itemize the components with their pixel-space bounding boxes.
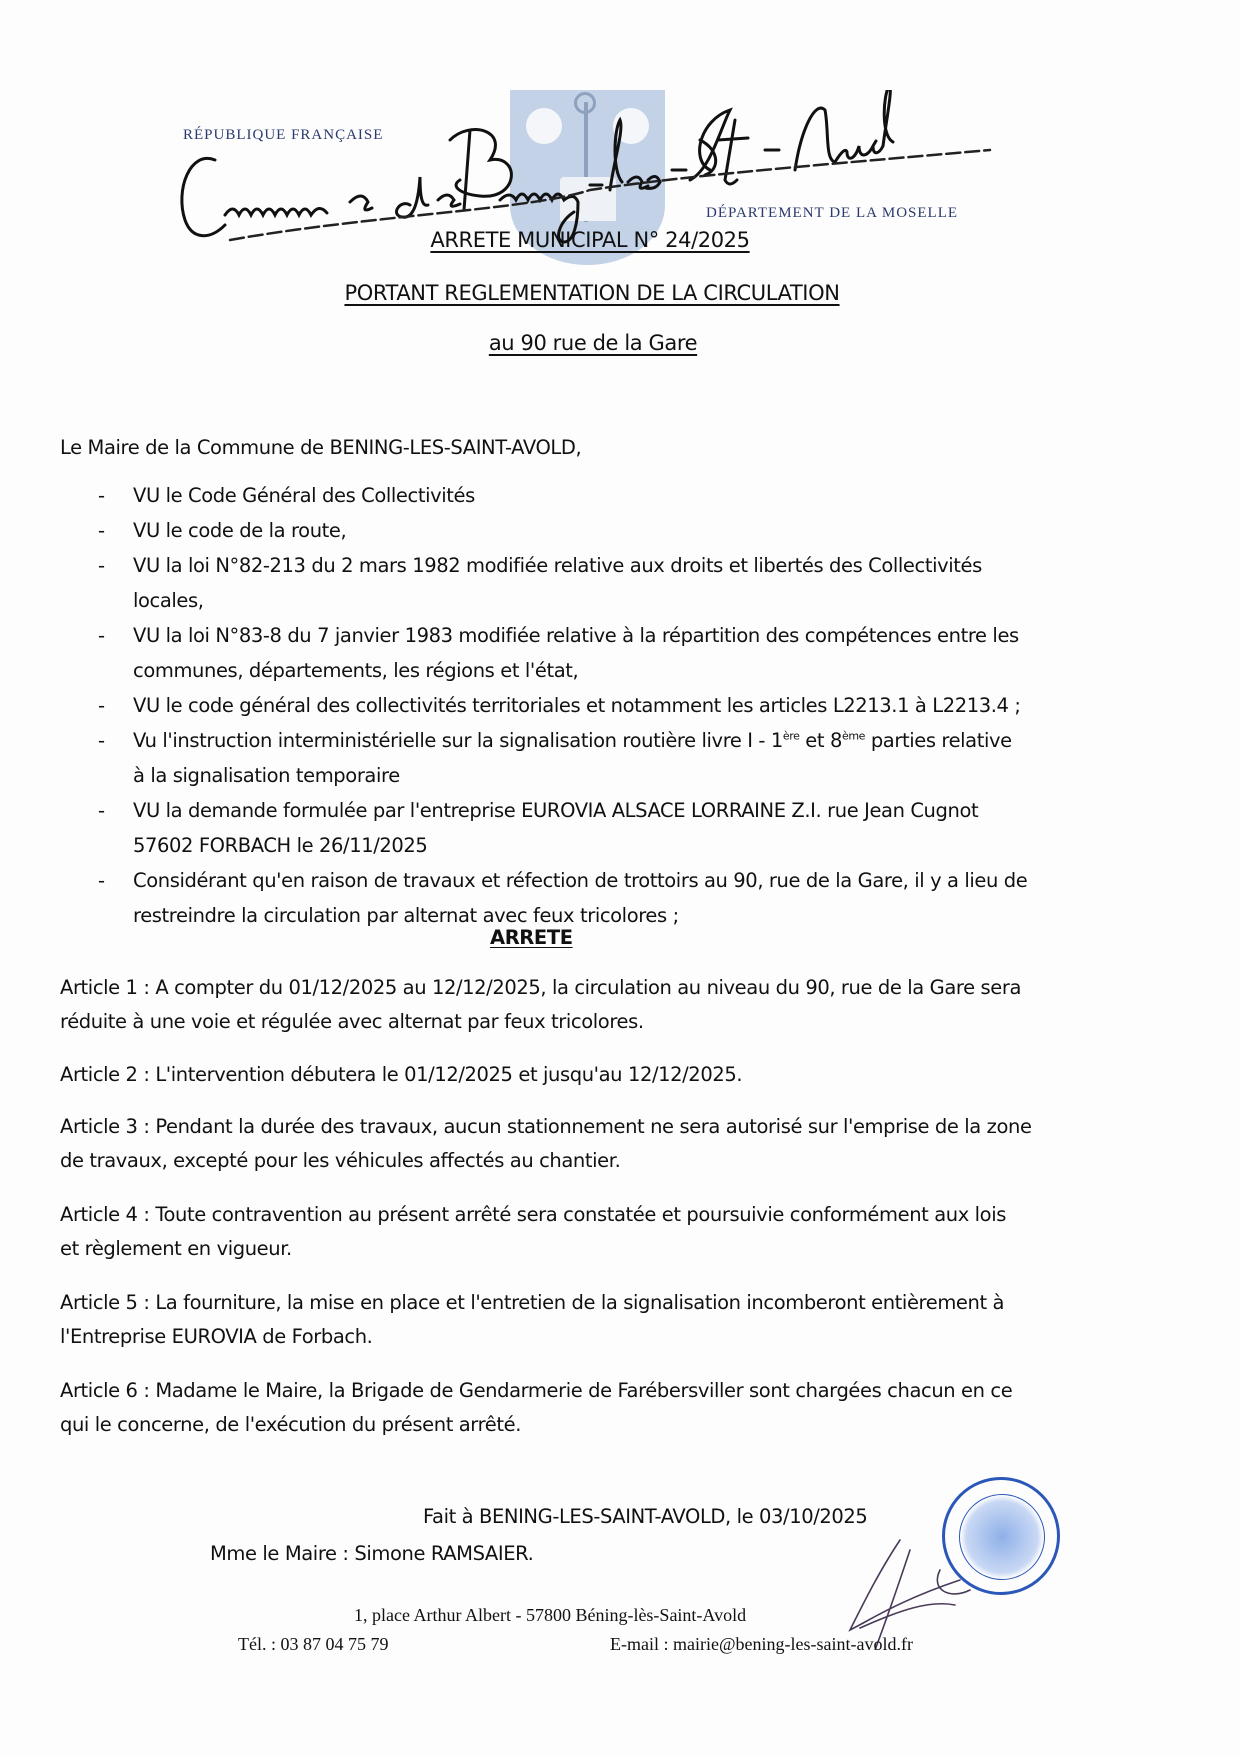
script-les-stroke [610,120,660,190]
script-e-stroke [350,196,372,210]
bullet-dash: - [98,554,105,577]
footer-email[interactable]: E-mail : mairie@bening-les-saint-avold.fr [610,1634,913,1654]
article-line: et règlement en vigueur. [60,1237,292,1260]
bullet-line: Considérant qu'en raison de travaux et réfection de trottoirs au 90, rue de la Gare, il y a lieu de [133,869,1028,892]
script-ommune-stroke [225,208,327,215]
articles-section [60,976,1190,1436]
bullet-dash: - [98,519,105,542]
bullet-text-part: parties relative [865,729,1012,752]
superscript: ère [782,729,800,743]
article-line: Article 2 : L'intervention débutera le 01/12/2025 et jusqu'au 12/12/2025. [60,1063,743,1086]
decision-heading: ARRETE [490,926,573,949]
bullet-line: VU la loi N°82-213 du 2 mars 1982 modifiée relative aux droits et libertés des Collectivités [133,554,982,577]
bullet-dash: - [98,484,105,507]
place-and-date: Fait à BENING-LES-SAINT-AVOLD, le 03/10/2025 [423,1505,868,1528]
bullet-line [133,729,1012,752]
bullet-text-part: Vu l'instruction interministérielle sur la signalisation routière livre I - 1 [133,729,783,752]
signatory-name: Mme le Maire : Simone RAMSAIER. [210,1542,534,1565]
bullet-line: VU le Code Général des Collectivités [133,484,475,507]
superscript: ème [841,729,866,743]
article-line: Article 6 : Madame le Maire, la Brigade de Gendarmerie de Farébersviller sont chargées chacun en ce [60,1379,1013,1402]
script-underline-stroke [230,150,990,240]
bullet-line: à la signalisation temporaire [133,764,400,787]
article-line: de travaux, excepté pour les véhicules affectés au chantier. [60,1149,621,1172]
bullet-line: VU le code général des collectivités territoriales et notamment les articles L2213.1 à L2213.4 ; [133,694,1021,717]
bullet-line: VU la demande formulée par l'entreprise EUROVIA ALSACE LORRAINE Z.I. rue Jean Cugnot [133,799,979,822]
bullet-line: VU la loi N°83-8 du 7 janvier 1983 modifiée relative à la répartition des compétences entre les [133,624,1019,647]
bullet-line: restreindre la circulation par alternat avec feux tricolores ; [133,904,679,927]
preamble-intro: Le Maire de la Commune de BENING-LES-SAINT-AVOLD, [60,436,582,459]
footer-address: 1, place Arthur Albert - 57800 Béning-lès-Saint-Avold [354,1605,747,1625]
preamble-bullet-list [0,484,1240,927]
article-line: Article 3 : Pendant la durée des travaux, aucun stationnement ne sera autorisé sur l'emprise de la zone [60,1115,1032,1138]
bullet-line: 57602 FORBACH le 26/11/2025 [133,834,428,857]
article-line: Article 4 : Toute contravention au présent arrêté sera constatée et poursuivie conformément aux lois [60,1203,1006,1226]
bullet-line: VU le code de la route, [133,519,347,542]
departement-label: DÉPARTEMENT DE LA MOSELLE [706,205,959,221]
bullet-dash: - [98,799,105,822]
footer-phone: Tél. : 03 87 04 75 79 [238,1634,389,1654]
article-line: Article 5 : La fourniture, la mise en place et l'entretien de la signalisation incomberont entièrement à [60,1291,1005,1314]
republique-francaise-label: RÉPUBLIQUE FRANÇAISE [183,127,384,143]
script-de-stroke [397,177,428,217]
handwritten-signature [840,1500,980,1650]
article-line: réduite à une voie et régulée avec alternat par feux tricolores. [60,1010,644,1033]
bullet-dash: - [98,694,105,717]
decree-number-title: ARRETE MUNICIPAL N° 24/2025 [430,228,750,252]
bullet-line: communes, départements, les régions et l'état, [133,659,579,682]
bullet-text-part: et 8 [799,729,842,752]
bullet-dash: - [98,869,105,892]
script-de-e-stroke [438,195,460,206]
bullet-line: locales, [133,589,204,612]
article-line: qui le concerne, de l'exécution du présent arrêté. [60,1413,522,1436]
bullet-dash: - [98,729,105,752]
bullet-dash: - [98,624,105,647]
decree-subject-title: PORTANT REGLEMENTATION DE LA CIRCULATION [344,281,840,305]
article-line: Article 1 : A compter du 01/12/2025 au 12/12/2025, la circulation au niveau du 90, rue de la Gare sera [60,976,1022,999]
script-Avold-stroke [795,90,893,170]
decree-location-title: au 90 rue de la Gare [488,331,698,355]
article-line: l'Entreprise EUROVIA de Forbach. [60,1325,373,1348]
script-C-stroke [182,158,225,235]
